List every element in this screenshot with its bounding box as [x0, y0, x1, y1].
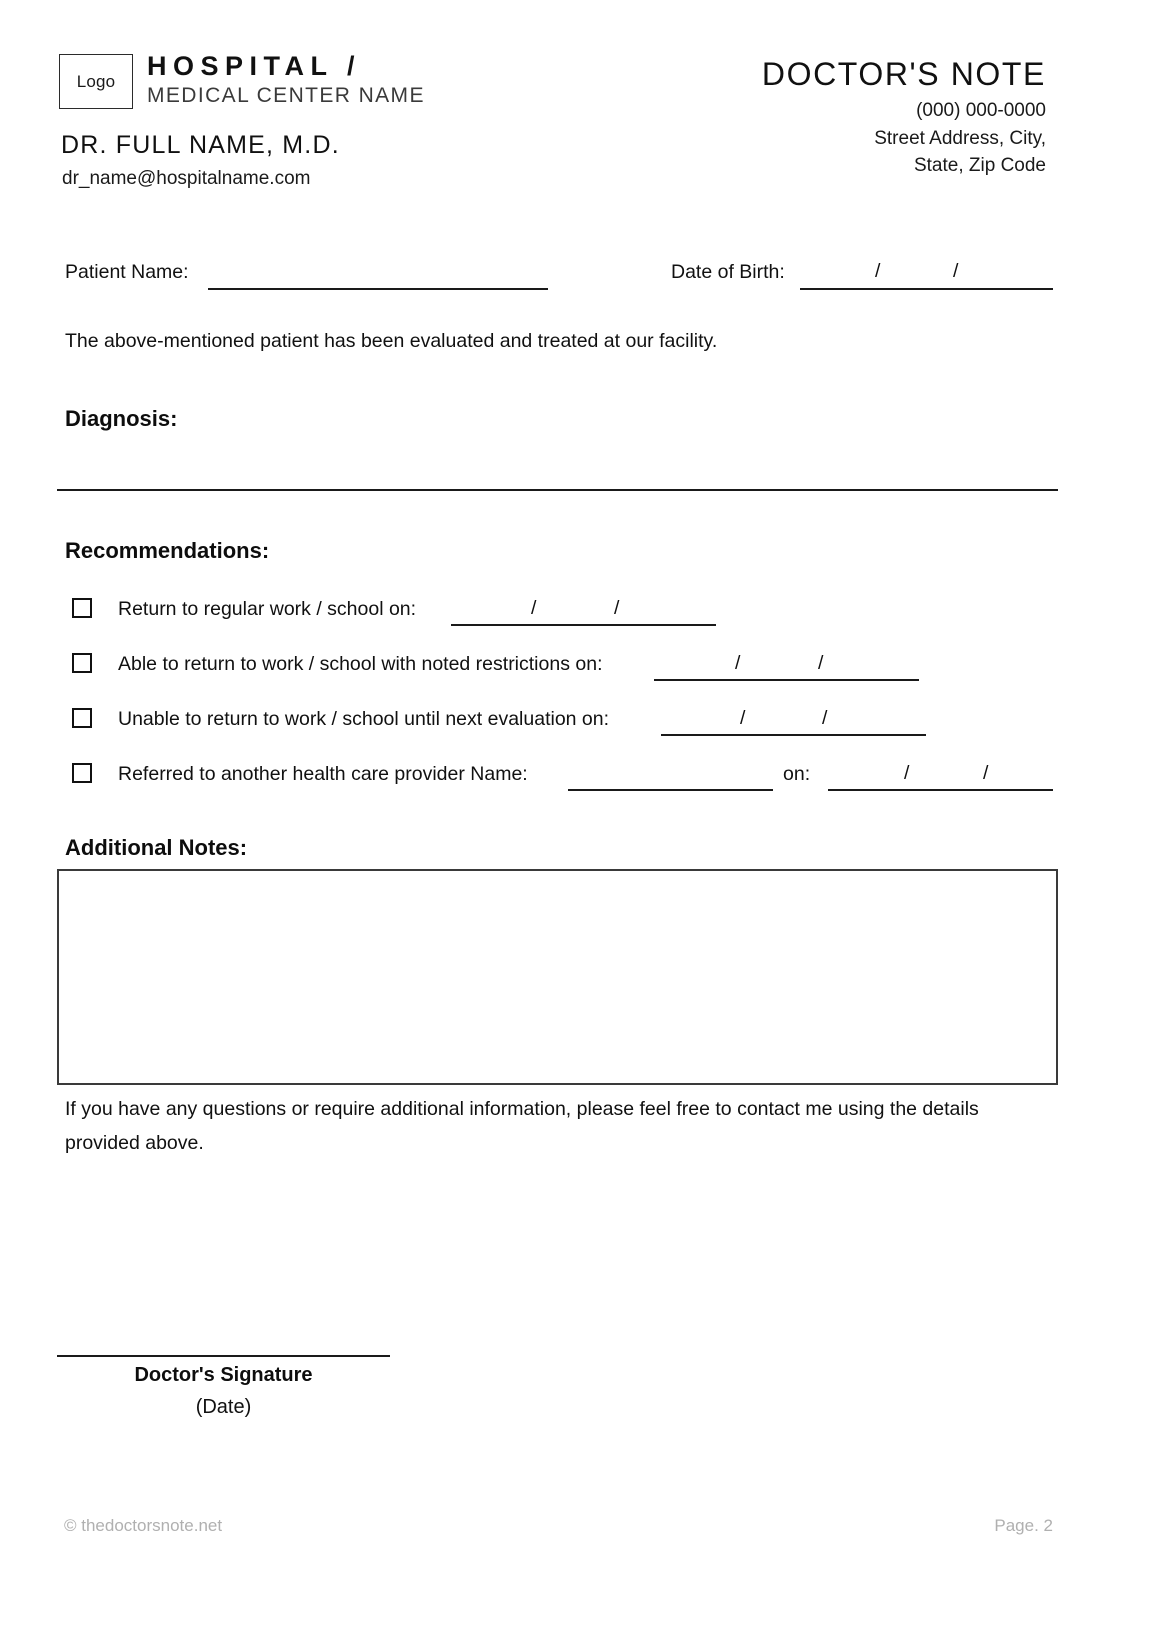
footer-page-number: Page. 2 [994, 1516, 1053, 1535]
hospital-name-secondary: MEDICAL CENTER NAME [147, 84, 425, 108]
logo-placeholder [59, 54, 133, 109]
recommendation-3-slash-1: / [740, 707, 746, 729]
date-of-birth-input[interactable] [800, 288, 1053, 290]
recommendation-date-input-1[interactable] [451, 624, 716, 626]
recommendation-1-slash-2: / [614, 597, 620, 619]
recommendation-label-1: Return to regular work / school on: [118, 598, 417, 620]
document-header [0, 0, 1152, 210]
recommendation-date-input-2[interactable] [654, 679, 919, 681]
clinic-address-line2: State, Zip Code [913, 155, 1046, 177]
logo-text: Logo [76, 71, 116, 91]
recommendation-4-slash-2: / [983, 762, 989, 784]
footer-copyright: © thedoctorsnote.net [64, 1516, 223, 1535]
clinic-address-line1: Street Address, City, [874, 127, 1046, 149]
recommendation-date-input-3[interactable] [661, 734, 926, 736]
diagnosis-heading: Diagnosis: [65, 406, 178, 431]
dob-slash-1: / [875, 260, 881, 282]
signature-label: Doctor's Signature [134, 1364, 313, 1386]
recommendation-label-2: Able to return to work / school with noted restrictions on: [118, 653, 603, 675]
recommendation-3-slash-2: / [822, 707, 828, 729]
additional-notes-input[interactable] [57, 869, 1058, 1085]
referred-provider-name-input[interactable] [568, 789, 773, 791]
recommendations-heading: Recommendations: [65, 538, 270, 563]
doctor-name: DR. FULL NAME, M.D. [61, 131, 340, 159]
signature-line[interactable] [57, 1355, 390, 1357]
closing-paragraph: If you have any questions or require additional information, please feel free to contact me using the details provided above. [65, 1098, 979, 1155]
referred-on-label: on: [783, 763, 811, 785]
checkbox-unable-return[interactable] [72, 708, 92, 728]
clinic-phone: (000) 000-0000 [916, 100, 1046, 121]
checkbox-return-restrictions[interactable] [72, 653, 92, 673]
recommendation-label-4: Referred to another health care provider Name: [118, 763, 528, 785]
recommendation-4-slash-1: / [904, 762, 910, 784]
recommendation-label-3: Unable to return to work / school until next evaluation on: [118, 708, 610, 730]
page-title: DOCTOR'S NOTE [761, 56, 1046, 92]
referred-date-input[interactable] [828, 789, 1053, 791]
hospital-name-block [147, 52, 425, 108]
diagnosis-input[interactable] [57, 489, 1058, 491]
hospital-name-primary: HOSPITAL / [147, 51, 362, 81]
patient-name-input[interactable] [208, 288, 548, 290]
checkbox-return-regular[interactable] [72, 598, 92, 618]
doctor-email[interactable]: dr_name@hospitalname.com [62, 168, 311, 189]
additional-notes-heading: Additional Notes: [65, 835, 248, 860]
checkbox-referred-provider[interactable] [72, 763, 92, 783]
patient-name-label: Patient Name: [65, 261, 189, 283]
intro-paragraph: The above-mentioned patient has been evaluated and treated at our facility. [65, 330, 718, 352]
recommendation-2-slash-1: / [735, 652, 741, 674]
recommendation-1-slash-1: / [531, 597, 537, 619]
date-of-birth-label: Date of Birth: [671, 261, 785, 283]
recommendation-2-slash-2: / [818, 652, 824, 674]
signature-date-label: (Date) [195, 1396, 252, 1418]
dob-slash-2: / [953, 260, 959, 282]
clinic-contact-block [874, 97, 1046, 180]
